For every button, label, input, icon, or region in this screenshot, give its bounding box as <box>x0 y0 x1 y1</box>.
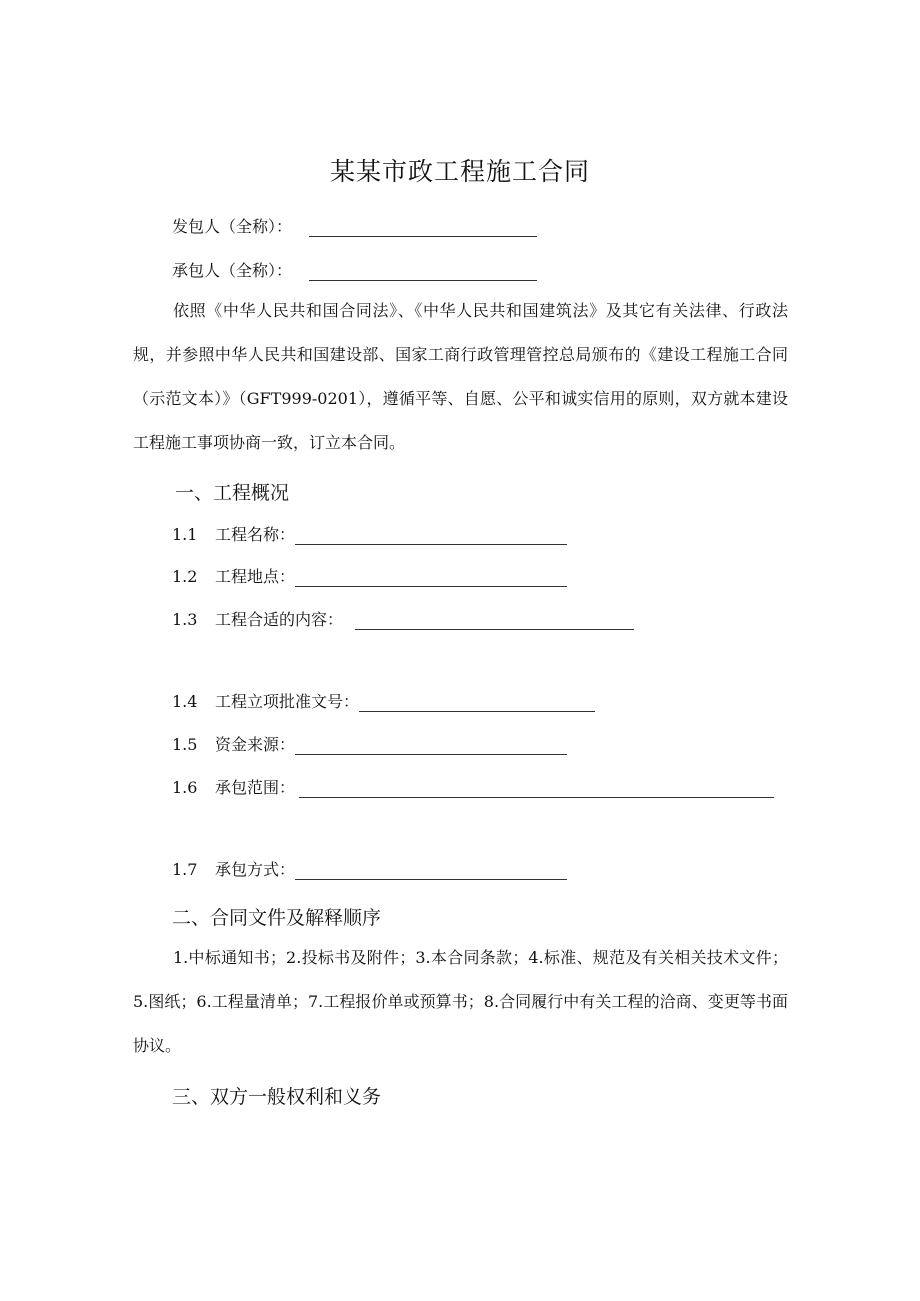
item-label: 资金来源： <box>215 735 296 754</box>
item-label: 工程名称： <box>215 525 296 544</box>
item-number: 1.1 <box>172 525 198 544</box>
item-label: 工程地点： <box>215 567 296 586</box>
page-title: 某某市政工程施工合同 <box>329 157 590 186</box>
item-1-2 <box>172 564 567 587</box>
section-2-paragraph: 1.中标通知书；2.投标书及附件；3.本合同条款；4.标准、规范及有关相关技术文件；5.图纸；6.工程量清单；7.工程报价单或预算书；8.合同履行中有关工程的洽商、变更等书面协议。 <box>133 948 788 1055</box>
employer-blank <box>309 222 537 237</box>
section-1-heading: 一、工程概况 <box>175 482 290 504</box>
employer-line <box>172 214 537 237</box>
item-1-7 <box>172 857 567 880</box>
item-number: 1.2 <box>172 567 198 586</box>
item-number: 1.7 <box>172 860 198 879</box>
employer-label: 发包人（全称）： <box>172 217 293 236</box>
item-1-4 <box>172 689 595 712</box>
item-label: 工程立项批准文号： <box>215 692 360 711</box>
item-label: 承包方式： <box>215 860 296 879</box>
intro-paragraph: 依照《中华人民共和国合同法》、《中华人民共和国建筑法》及其它有关法律、行政法规，并参照中华人民共和国建设部、国家工商行政管理管控总局颁布的《建设工程施工合同（示范文本）》（GFT999-0201），遵循平等、自愿、公平和诚实信用的原则，双方就本建设工程施工事项协商一致，订立本合同。 <box>133 301 788 452</box>
item-blank <box>295 530 567 545</box>
contractor-line <box>172 258 537 281</box>
item-1-3 <box>172 607 634 630</box>
item-label: 承包范围： <box>215 778 296 797</box>
section-3-heading: 三、双方一般权利和义务 <box>172 1086 382 1108</box>
item-blank <box>295 572 567 587</box>
contractor-blank <box>309 266 537 281</box>
item-1-1 <box>172 522 567 545</box>
item-number: 1.6 <box>172 778 198 797</box>
item-blank <box>299 783 774 798</box>
item-blank <box>295 740 567 755</box>
item-number: 1.5 <box>172 735 198 754</box>
item-blank <box>355 615 634 630</box>
item-1-5 <box>172 732 567 755</box>
item-blank <box>359 697 595 712</box>
section-2-heading: 二、合同文件及解释顺序 <box>172 907 382 929</box>
item-number: 1.4 <box>172 692 198 711</box>
item-label: 工程合适的内容： <box>215 610 344 629</box>
contractor-label: 承包人（全称）： <box>172 261 293 280</box>
item-1-6 <box>172 775 774 798</box>
item-number: 1.3 <box>172 610 198 629</box>
item-blank <box>295 865 567 880</box>
